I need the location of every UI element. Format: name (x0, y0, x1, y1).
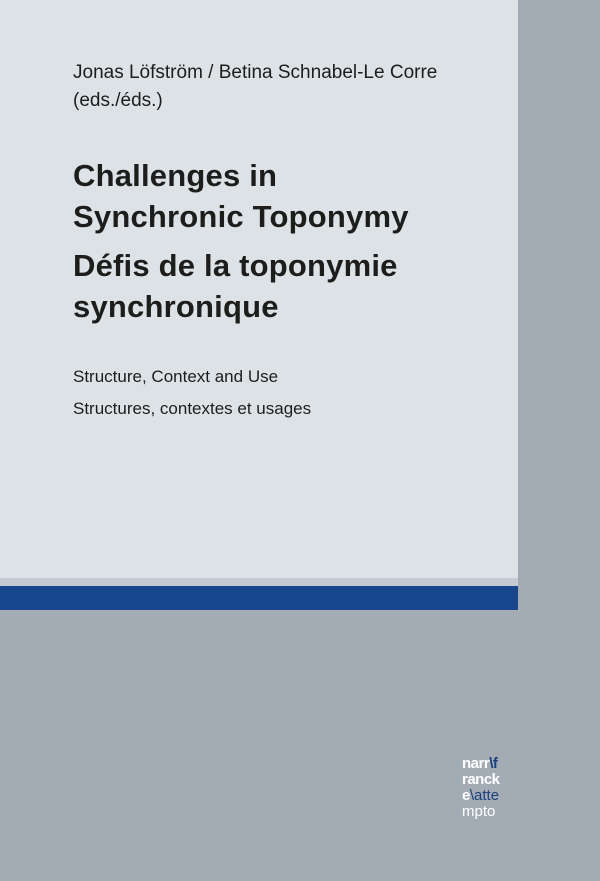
title-fr-line2: synchronique (73, 289, 279, 324)
logo-narr: narr (462, 755, 490, 772)
editor-role: (eds./éds.) (73, 90, 163, 111)
title-en-line1: Challenges in (73, 158, 278, 193)
title-gap (73, 237, 513, 245)
logo-atte: \atte (469, 787, 500, 804)
editor-names: Jonas Löfström / Betina Schnabel-Le Corre (73, 62, 438, 83)
publisher-logo (462, 756, 532, 820)
logo-line-4: mpto (462, 803, 496, 820)
book-title (73, 155, 513, 327)
logo-line-3 (462, 788, 532, 804)
editors (73, 59, 513, 115)
logo-line-2: ranck (462, 771, 500, 788)
blue-band (0, 586, 518, 610)
title-fr-line1: Défis de la toponymie (73, 248, 398, 283)
subtitles (73, 361, 513, 425)
logo-line-1 (462, 756, 532, 772)
panel-divider (0, 578, 518, 586)
subtitle-fr: Structures, contextes et usages (73, 399, 312, 418)
logo-f: \f (489, 755, 498, 772)
title-en-line2: Synchronic Toponymy (73, 199, 409, 234)
logo-e: e (462, 787, 470, 804)
subtitle-en: Structure, Context and Use (73, 367, 279, 386)
